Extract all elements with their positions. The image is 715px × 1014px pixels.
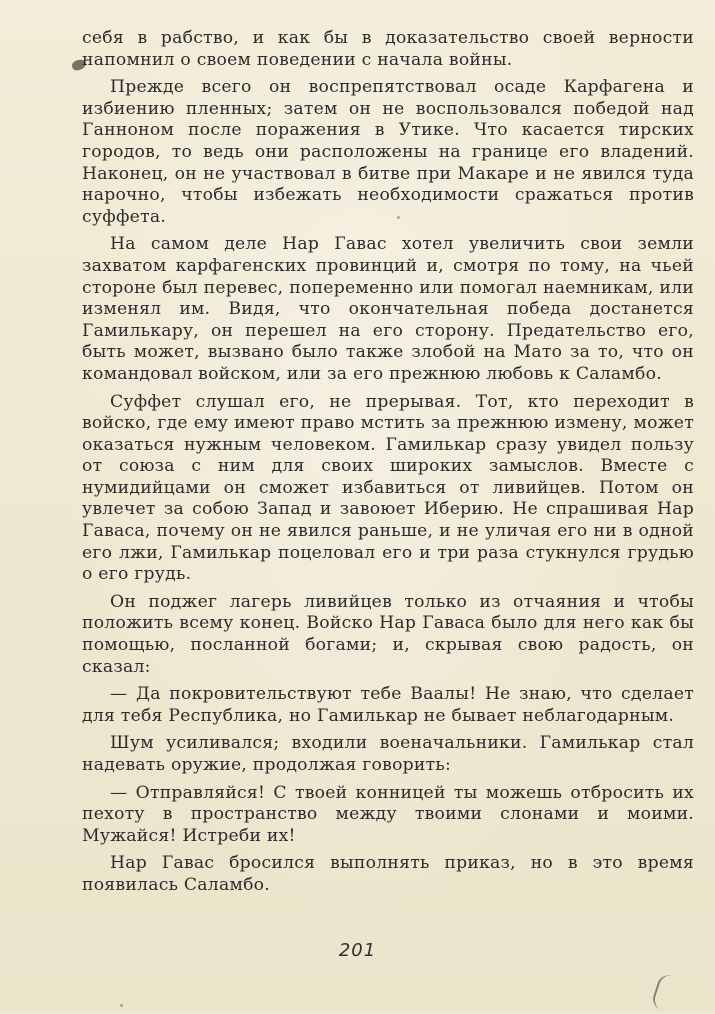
paragraph: себя в рабство, и как бы в доказательство своей верности напомнил о своем поведении с начала войны.	[82, 28, 694, 70]
page-number: 201	[338, 940, 377, 961]
paper-speck	[120, 1004, 123, 1007]
paragraph: Шум усиливался; входили военачальники. Гамилькар стал надевать оружие, продолжая говорить:	[82, 733, 694, 775]
paragraph: Прежде всего он воспрепятствовал осаде Карфагена и избиению пленных; затем он не воспользовался победой над Ганноном после поражения в Утике. Что касается тирских городов, то ведь они расположены на границе его владений. Наконец, он не участвовал в битве при Макаре и не явился туда нарочно, чтобы избежать необходимости сражаться против суффета.	[82, 77, 694, 227]
paragraph: — Да покровительствуют тебе Ваалы! Не знаю, что сделает для тебя Республика, но Гамилькар не бывает неблагодарным.	[82, 684, 694, 726]
paragraph: Нар Гавас бросился выполнять приказ, но в это время появилась Саламбо.	[82, 853, 694, 895]
paragraph: Он поджег лагерь ливийцев только из отчаяния и чтобы положить всему конец. Войско Нар Гаваса было для него как бы помощью, посланной богами; и, скрывая свою радость, он сказал:	[82, 591, 694, 677]
paragraph: Суффет слушал его, не прерывая. Тот, кто переходит в войско, где ему имеют право мстить за прежнюю измену, может оказаться нужным человеком. Гамилькар сразу увидел пользу от союза с ним для своих широких замыслов. Вместе с нумидийцами он сможет избавиться от ливийцев. Потом он увлечет за собою Запад и завоюет Иберию. Не спрашивая Нар Гаваса, почему он не явился раньше, и не уличая его ни в одной его лжи, Гамилькар поцеловал его и три раза стукнулся грудью о его грудь.	[82, 391, 694, 585]
paragraph: На самом деле Нар Гавас хотел увеличить свои земли захватом карфагенских провинций и, смотря по тому, на чьей стороне был перевес, попеременно или помогал наемникам, или изменял им. Видя, что окончательная победа достанется Гамилькару, он перешел на его сторону. Предательство его, быть может, вызвано было также злобой на Мато за то, что он командовал войском, или за его прежнюю любовь к Саламбо.	[82, 234, 694, 384]
paragraph: — Отправляйся! С твоей конницей ты можешь отбросить их пехоту в пространство между твоими слонами и моими. Мужайся! Истреби их!	[82, 782, 694, 846]
pencil-mark	[650, 972, 684, 1014]
page-text	[82, 28, 694, 903]
